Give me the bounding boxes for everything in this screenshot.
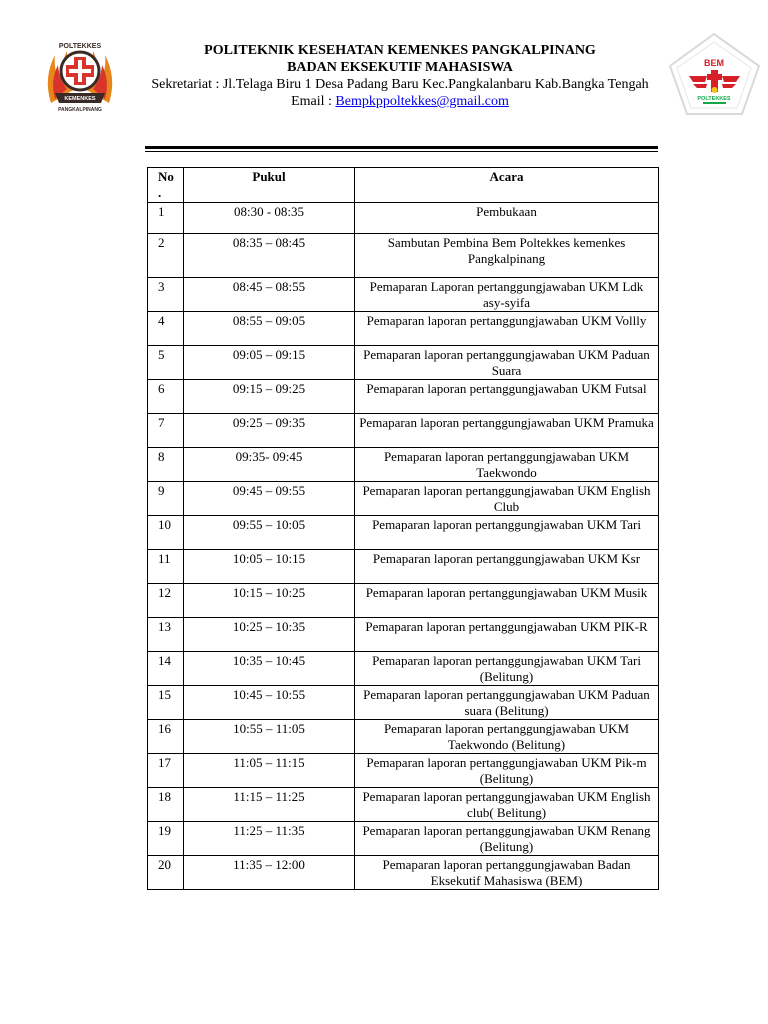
time-cell: 09:45 – 09:55 xyxy=(184,482,355,516)
letterhead xyxy=(140,42,660,110)
header-time: Pukul xyxy=(184,168,355,203)
logo-right-top-text: BEM xyxy=(704,58,724,68)
no-cell: 17 xyxy=(148,754,184,788)
logo-left-bottom-text-1: KEMENKES xyxy=(64,96,96,102)
table-row xyxy=(148,516,659,550)
table-row xyxy=(148,686,659,720)
event-cell: Pemaparan laporan pertanggungjawaban UKM Musik xyxy=(355,584,659,618)
event-cell: Pemaparan laporan pertanggungjawaban UKM Paduan Suara xyxy=(355,346,659,380)
table-row xyxy=(148,448,659,482)
time-cell: 09:25 – 09:35 xyxy=(184,414,355,448)
no-cell: 7 xyxy=(148,414,184,448)
schedule-body xyxy=(148,203,659,890)
event-cell: Pemaparan laporan pertanggungjawaban UKM Pik-m (Belitung) xyxy=(355,754,659,788)
event-cell: Sambutan Pembina Bem Poltekkes kemenkes Pangkalpinang xyxy=(355,234,659,278)
table-row xyxy=(148,203,659,234)
no-cell: 10 xyxy=(148,516,184,550)
time-cell: 09:35- 09:45 xyxy=(184,448,355,482)
no-cell: 12 xyxy=(148,584,184,618)
no-cell: 6 xyxy=(148,380,184,414)
event-cell: Pembukaan xyxy=(355,203,659,234)
time-cell: 10:25 – 10:35 xyxy=(184,618,355,652)
no-cell: 13 xyxy=(148,618,184,652)
table-row xyxy=(148,482,659,516)
table-row xyxy=(148,618,659,652)
time-cell: 11:35 – 12:00 xyxy=(184,856,355,890)
no-cell: 2 xyxy=(148,234,184,278)
no-cell: 5 xyxy=(148,346,184,380)
table-row xyxy=(148,234,659,278)
time-cell: 11:15 – 11:25 xyxy=(184,788,355,822)
event-cell: Pemaparan laporan pertanggungjawaban UKM Renang (Belitung) xyxy=(355,822,659,856)
time-cell: 08:30 - 08:35 xyxy=(184,203,355,234)
logo-left-top-text: POLTEKKES xyxy=(58,43,102,50)
time-cell: 10:15 – 10:25 xyxy=(184,584,355,618)
time-cell: 09:15 – 09:25 xyxy=(184,380,355,414)
event-cell: Pemaparan laporan pertanggungjawaban UKM PIK-R xyxy=(355,618,659,652)
time-cell: 09:55 – 10:05 xyxy=(184,516,355,550)
table-row xyxy=(148,584,659,618)
time-cell: 10:05 – 10:15 xyxy=(184,550,355,584)
time-cell: 11:05 – 11:15 xyxy=(184,754,355,788)
table-row xyxy=(148,788,659,822)
table-row xyxy=(148,380,659,414)
email-label: Email : xyxy=(291,94,336,109)
time-cell: 08:45 – 08:55 xyxy=(184,278,355,312)
no-cell: 15 xyxy=(148,686,184,720)
table-row xyxy=(148,414,659,448)
table-row xyxy=(148,550,659,584)
header-event: Acara xyxy=(355,168,659,203)
time-cell: 10:55 – 11:05 xyxy=(184,720,355,754)
event-cell: Pemaparan laporan pertanggungjawaban Badan Eksekutif Mahasiswa (BEM) xyxy=(355,856,659,890)
no-cell: 4 xyxy=(148,312,184,346)
table-row xyxy=(148,278,659,312)
event-cell: Pemaparan laporan pertanggungjawaban UKM English club( Belitung) xyxy=(355,788,659,822)
table-row xyxy=(148,754,659,788)
no-cell: 8 xyxy=(148,448,184,482)
table-row xyxy=(148,720,659,754)
event-cell: Pemaparan laporan pertanggungjawaban UKM Futsal xyxy=(355,380,659,414)
organization-name: BADAN EKSEKUTIF MAHASISWA xyxy=(287,60,513,75)
event-cell: Pemaparan laporan pertanggungjawaban UKM Taekwondo (Belitung) xyxy=(355,720,659,754)
time-cell: 11:25 – 11:35 xyxy=(184,822,355,856)
email-line xyxy=(140,93,660,110)
event-cell: Pemaparan Laporan pertanggungjawaban UKM Ldk asy-syifa xyxy=(355,278,659,312)
event-cell: Pemaparan laporan pertanggungjawaban UKM Pramuka xyxy=(355,414,659,448)
table-row xyxy=(148,346,659,380)
no-cell: 19 xyxy=(148,822,184,856)
table-row xyxy=(148,312,659,346)
no-cell: 18 xyxy=(148,788,184,822)
event-cell: Pemaparan laporan pertanggungjawaban UKM Ksr xyxy=(355,550,659,584)
email-link[interactable]: Bempkppoltekkes@gmail.com xyxy=(335,94,509,109)
logo-left-bottom-text-2: PANGKALPINANG xyxy=(58,107,102,113)
no-cell: 20 xyxy=(148,856,184,890)
event-cell: Pemaparan laporan pertanggungjawaban UKM Taekwondo xyxy=(355,448,659,482)
event-cell: Pemaparan laporan pertanggungjawaban UKM Paduan suara (Belitung) xyxy=(355,686,659,720)
header-divider-thick xyxy=(145,146,658,149)
no-cell: 9 xyxy=(148,482,184,516)
no-cell: 11 xyxy=(148,550,184,584)
no-cell: 16 xyxy=(148,720,184,754)
logo-right-bottom-text: POLTEKKES xyxy=(697,96,731,102)
header-no: No . xyxy=(148,168,184,203)
time-cell: 10:45 – 10:55 xyxy=(184,686,355,720)
table-row xyxy=(148,652,659,686)
event-cell: Pemaparan laporan pertanggungjawaban UKM Tari (Belitung) xyxy=(355,652,659,686)
event-cell: Pemaparan laporan pertanggungjawaban UKM Vollly xyxy=(355,312,659,346)
poltekkes-logo xyxy=(41,33,119,115)
schedule-table xyxy=(147,167,659,890)
header-divider-thin xyxy=(145,151,658,152)
event-cell: Pemaparan laporan pertanggungjawaban UKM Tari xyxy=(355,516,659,550)
no-cell: 14 xyxy=(148,652,184,686)
time-cell: 09:05 – 09:15 xyxy=(184,346,355,380)
no-cell: 3 xyxy=(148,278,184,312)
table-row xyxy=(148,856,659,890)
no-cell: 1 xyxy=(148,203,184,234)
table-header-row xyxy=(148,168,659,203)
secretariat-address: Sekretariat : Jl.Telaga Biru 1 Desa Padang Baru Kec.Pangkalanbaru Kab.Bangka Tengah xyxy=(151,77,649,92)
institution-name: POLITEKNIK KESEHATAN KEMENKES PANGKALPINANG xyxy=(204,43,596,58)
bem-logo xyxy=(667,32,762,117)
event-cell: Pemaparan laporan pertanggungjawaban UKM English Club xyxy=(355,482,659,516)
time-cell: 10:35 – 10:45 xyxy=(184,652,355,686)
time-cell: 08:35 – 08:45 xyxy=(184,234,355,278)
time-cell: 08:55 – 09:05 xyxy=(184,312,355,346)
table-row xyxy=(148,822,659,856)
